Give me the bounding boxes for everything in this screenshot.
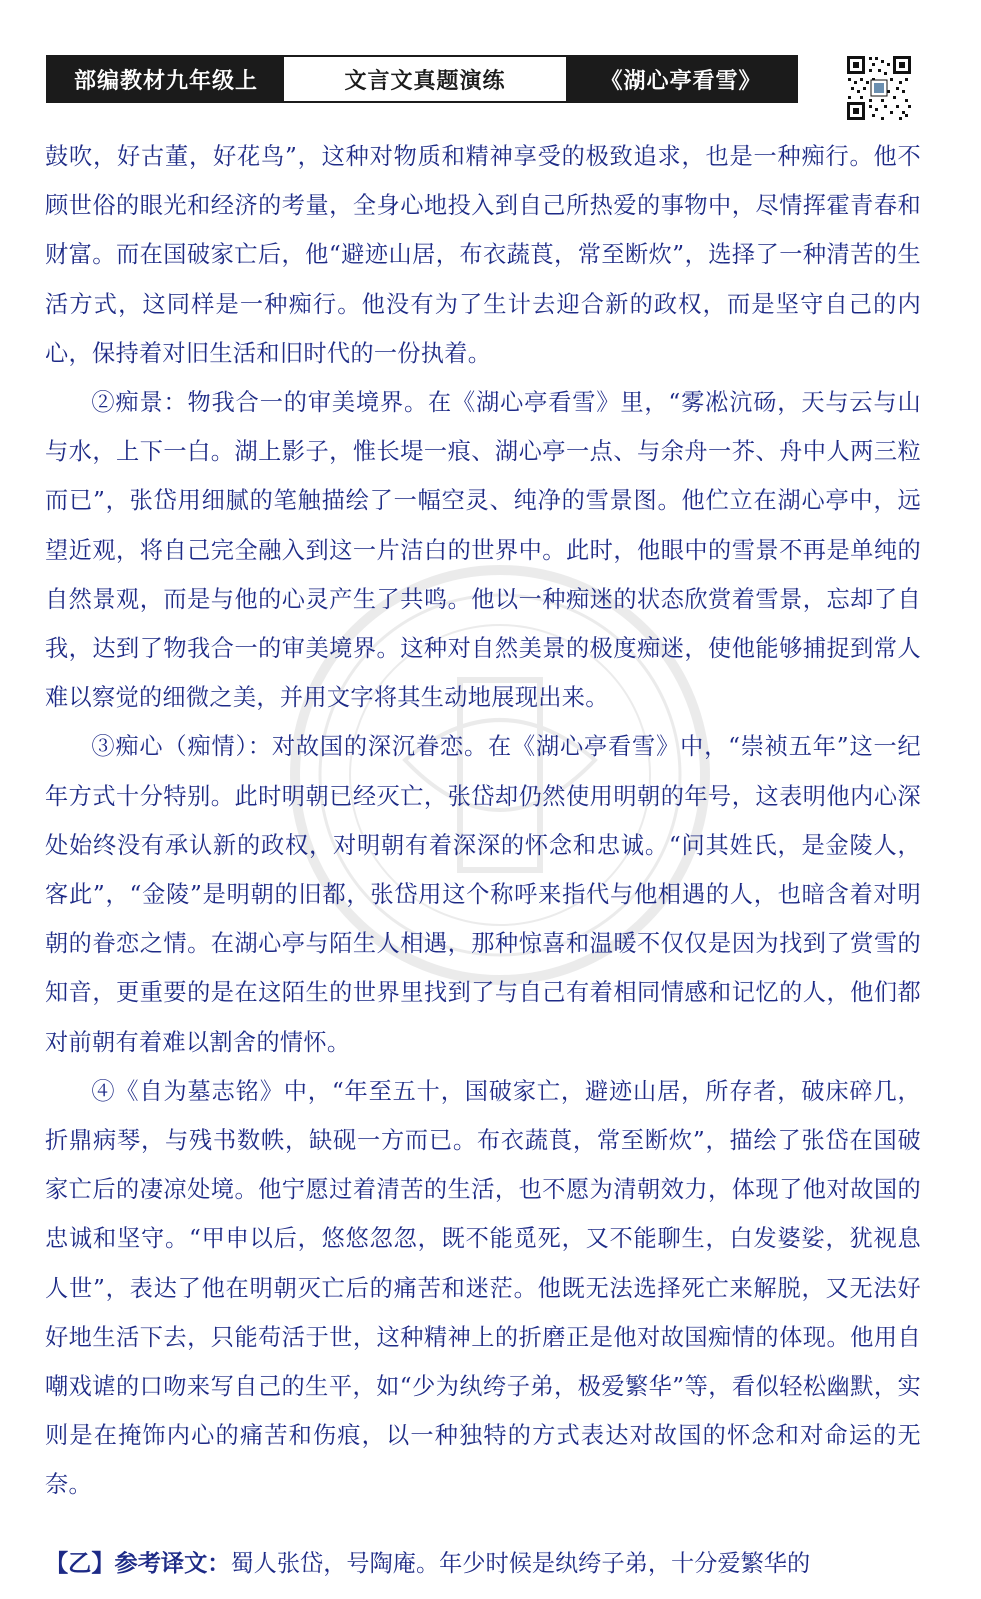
paragraph-chi-jing: ②痴景：物我合一的审美境界。在《湖心亭看雪》里，“雾凇沆砀，天与云与山与水，上下一白。湖上影子，惟长堤一痕、湖心亭一点、与余舟一芥、舟中人两三粒而已”，张岱用细腻的笔触描绘了一幅空灵、纯净的雪景图。他伫立在湖心亭中，远望近观，将自己完全融入到这一片洁白的世界中。此时，他眼中的雪景不再是单纯的自然景观，而是与他的心灵产生了共鸣。他以一种痴迷的状态欣赏着雪景，忘却了自我，达到了物我合一的审美境界。这种对自然美景的极度痴迷，使他能够捕捉到常人难以察觉的细微之美，并用文字将其生动地展现出来。 <box>45 389 921 712</box>
header-bar <box>46 55 798 103</box>
paragraph-continuation: 鼓吹，好古董，好花鸟”，这种对物质和精神享受的极致追求，也是一种痴行。他不顾世俗的眼光和经济的考量，全身心地投入到自己所热爱的事物中，尽情挥霍青春和财富。而在国破家亡后，他“避迹山居，布衣蔬莨，常至断炊”，选择了一种清苦的生活方式，这同样是一种痴行。他没有为了生计去迎合新的政权，而是坚守自己的内心，保持着对旧生活和旧时代的一份执着。 <box>45 143 921 367</box>
qr-code-icon <box>845 54 913 122</box>
translation-text: 蜀人张岱，号陶庵。年少时候是纨绔子弟，十分爱繁华的 <box>230 1550 811 1577</box>
translation-line <box>45 1544 921 1584</box>
header-grade-label: 部编教材九年级上 <box>48 57 284 101</box>
paragraph-epitaph: ④《自为墓志铭》中，“年至五十，国破家亡，避迹山居，所存者，破床碎几，折鼎病琴，与残书数帙，缺砚一方而已。布衣蔬莨，常至断炊”，描绘了张岱在国破家亡后的凄凉处境。他宁愿过着清苦的生活，也不愿为清朝效力，体现了他对故国的忠诚和坚守。“甲申以后，悠悠忽忽，既不能觅死，又不能聊生，白发婆娑，犹视息人世”，表达了他在明朝灭亡后的痛苦和迷茫。他既无法选择死亡来解脱，又无法好好地生活下去，只能苟活于世，这种精神上的折磨正是他对故国痴情的体现。他用自嘲戏谑的口吻来写自己的生平，如“少为纨绔子弟，极爱繁华”等，看似轻松幽默，实则是在掩饰内心的痛苦和伤痕，以一种独特的方式表达对故国的怀念和对命运的无奈。 <box>45 1077 921 1499</box>
translation-label: 【乙】参考译文： <box>45 1550 231 1577</box>
body-text <box>45 132 921 1510</box>
header-lesson-title: 《湖心亭看雪》 <box>566 57 796 101</box>
paragraph-chi-xin: ③痴心（痴情）：对故国的深沉眷恋。在《湖心亭看雪》中，“崇祯五年”这一纪年方式十分特别。此时明朝已经灭亡，张岱却仍然使用明朝的年号，这表明他内心深处始终没有承认新的政权，对明朝有着深深的怀念和忠诚。“问其姓氏，是金陵人，客此”，“金陵”是明朝的旧都，张岱用这个称呼来指代与他相遇的人，也暗含着对明朝的眷恋之情。在湖心亭与陌生人相遇，那种惊喜和温暖不仅仅是因为找到了赏雪的知音，更重要的是在这陌生的世界里找到了与自己有着相同情感和记忆的人，他们都对前朝有着难以割舍的情怀。 <box>45 733 921 1056</box>
header-section-title: 文言文真题演练 <box>284 57 566 101</box>
